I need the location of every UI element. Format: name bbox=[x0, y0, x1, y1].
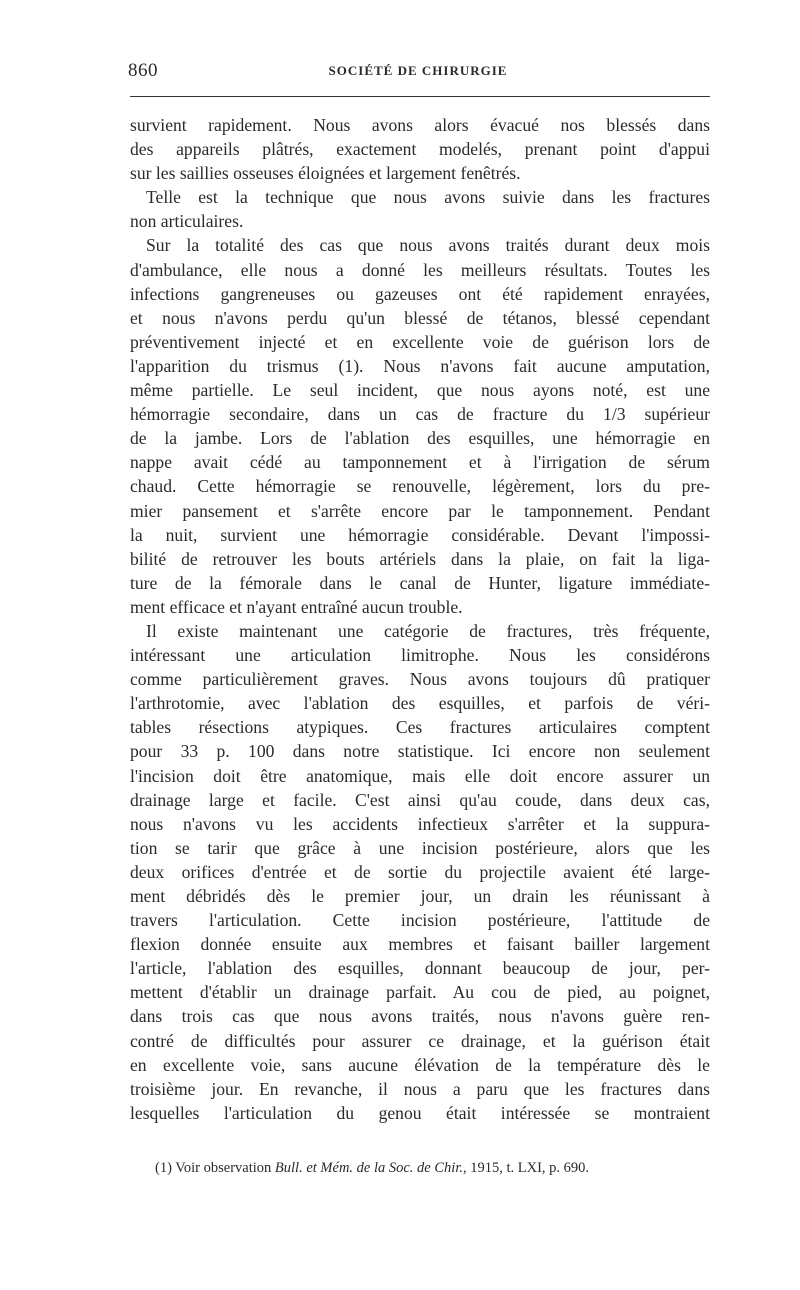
text-line: l'arthrotomie, avec l'ablation des esquilles, et parfois de véri- bbox=[130, 693, 710, 714]
text-line: lesquelles l'articulation du genou était intéressée se montraient bbox=[130, 1102, 710, 1123]
text-line: ment débridés dès le premier jour, un drain les réunissant à bbox=[130, 886, 710, 906]
text-line: préventivement injecté et en excellente voie de guérison lors de bbox=[130, 331, 710, 352]
text-line: mettent d'établir un drainage parfait. Au cou de pied, au poignet, bbox=[130, 982, 710, 1003]
text-line: Il existe maintenant une catégorie de fractures, très fréquente, bbox=[146, 620, 710, 641]
text-line: survient rapidement. Nous avons alors évacué nos blessés dans bbox=[130, 115, 710, 135]
text-line: intéressant une articulation limitrophe. Nous les considérons bbox=[130, 645, 710, 666]
running-head: SOCIÉTÉ DE CHIRURGIE bbox=[328, 63, 508, 78]
text-line: nous n'avons vu les accidents infectieux s'arrêter et la suppura- bbox=[130, 813, 710, 834]
text-line: hémorragie secondaire, dans un cas de fracture du 1/3 supérieur bbox=[130, 404, 710, 425]
body-text bbox=[130, 113, 710, 1125]
text-line: de la jambe. Lors de l'ablation des esquilles, une hémorragie en bbox=[130, 428, 710, 449]
text-line: flexion donnée ensuite aux membres et faisant bailler largement bbox=[130, 934, 710, 955]
text-line: non articulaires. bbox=[130, 211, 244, 232]
footnote-marker: (1) bbox=[155, 1160, 172, 1176]
footnote-citation: Bull. et Mém. de la Soc. de Chir. bbox=[274, 1160, 463, 1176]
footnote bbox=[155, 1158, 715, 1178]
text-line: troisième jour. En revanche, il nous a paru que les fractures dans bbox=[130, 1078, 710, 1099]
text-line: même partielle. Le seul incident, que nous ayons noté, est une bbox=[130, 380, 710, 401]
text-line: ture de la fémorale dans le canal de Hunter, ligature immédiate- bbox=[130, 572, 710, 593]
text-line: l'incision doit être anatomique, mais elle doit encore assurer un bbox=[130, 765, 710, 786]
text-line: et nous n'avons perdu qu'un blessé de tétanos, blessé cependant bbox=[130, 307, 710, 328]
text-line: dans trois cas que nous avons traités, nous n'avons guère ren- bbox=[130, 1006, 710, 1027]
text-line: infections gangreneuses ou gazeuses ont été rapidement enrayées, bbox=[130, 283, 710, 304]
header-rule bbox=[130, 96, 710, 97]
text-line: comme particulièrement graves. Nous avons toujours dû pratiquer bbox=[130, 669, 710, 690]
text-line: Sur la totalité des cas que nous avons traités durant deux mois bbox=[146, 235, 710, 256]
text-line: l'article, l'ablation des esquilles, donnant beaucoup de jour, per- bbox=[130, 958, 710, 979]
text-line: contré de difficultés pour assurer ce drainage, et la guérison était bbox=[130, 1030, 710, 1051]
text-line: l'apparition du trismus (1). Nous n'avons fait aucune amputation, bbox=[130, 355, 710, 376]
text-line: ment efficace et n'ayant entraîné aucun trouble. bbox=[130, 596, 463, 617]
text-line: d'ambulance, elle nous a donné les meilleurs résultats. Toutes les bbox=[130, 259, 710, 280]
footnote-reference: , 1915, t. LXI, p. 690. bbox=[462, 1160, 590, 1176]
text-line: drainage large et facile. C'est ainsi qu'au coude, dans deux cas, bbox=[130, 789, 710, 810]
page-header bbox=[128, 60, 708, 84]
text-line: la nuit, survient une hémorragie considérable. Devant l'impossi- bbox=[130, 524, 710, 545]
text-line: des appareils plâtrés, exactement modelés, prenant point d'appui bbox=[130, 139, 710, 160]
text-line: pour 33 p. 100 dans notre statistique. Ici encore non seulement bbox=[130, 741, 710, 762]
text-line: tables résections atypiques. Ces fractures articulaires comptent bbox=[130, 717, 710, 738]
text-line: deux orifices d'entrée et de sortie du projectile avaient été large- bbox=[130, 861, 710, 882]
text-line: chaud. Cette hémorragie se renouvelle, légèrement, lors du pre- bbox=[130, 476, 710, 497]
text-line: tion se tarir que grâce à une incision postérieure, alors que les bbox=[130, 837, 710, 858]
footnote-text: Voir observation bbox=[175, 1160, 272, 1176]
text-line: travers l'articulation. Cette incision postérieure, l'attitude de bbox=[130, 910, 710, 931]
text-line: en excellente voie, sans aucune élévation de la température dès le bbox=[130, 1054, 710, 1075]
text-line: bilité de retrouver les bouts artériels dans la plaie, on fait la liga- bbox=[130, 548, 710, 569]
text-line: mier pansement et s'arrête encore par le tamponnement. Pendant bbox=[130, 500, 710, 521]
page-number: 860 bbox=[128, 60, 158, 81]
text-line: sur les saillies osseuses éloignées et largement fenêtrés. bbox=[130, 163, 521, 184]
text-line: nappe avait cédé au tamponnement et à l'irrigation de sérum bbox=[130, 452, 710, 473]
text-line: Telle est la technique que nous avons suivie dans les fractures bbox=[146, 187, 710, 208]
